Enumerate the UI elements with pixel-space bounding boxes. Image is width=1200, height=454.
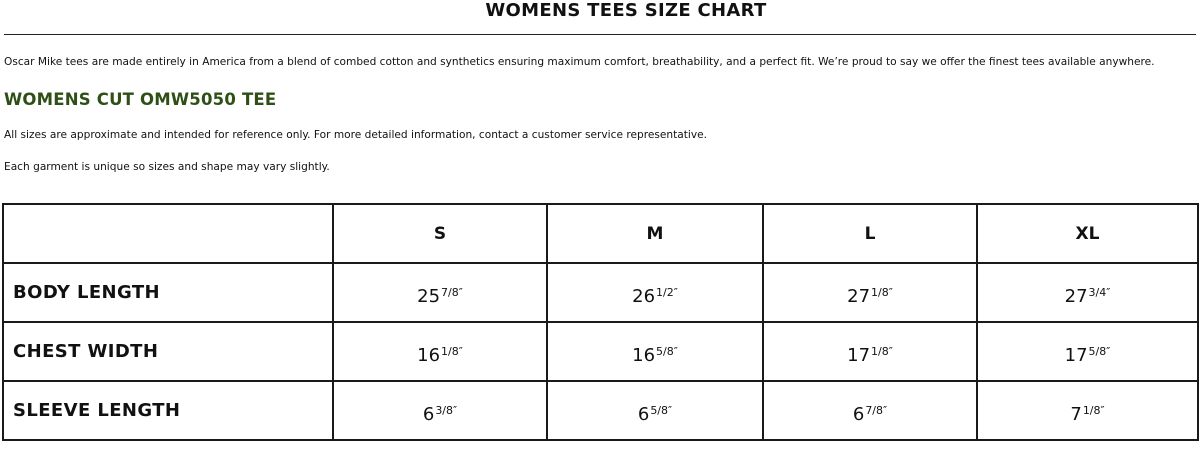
value-whole: 17	[847, 345, 871, 366]
value-fraction: 5/8″	[656, 345, 678, 358]
sleeve-length-l	[763, 381, 977, 440]
variation-note: Each garment is unique so sizes and shape may vary slightly.	[4, 161, 330, 173]
column-header-s: S	[333, 204, 547, 263]
value-whole: 17	[1064, 345, 1088, 366]
header-corner-cell	[3, 204, 333, 263]
value-whole: 25	[417, 286, 441, 307]
sleeve-length-m	[547, 381, 763, 440]
column-header-m: M	[547, 204, 763, 263]
body-length-s	[333, 263, 547, 322]
value-whole: 6	[422, 404, 435, 425]
sleeve-length-s	[333, 381, 547, 440]
page-title: WOMENS TEES SIZE CHART	[485, 0, 767, 21]
disclaimer-note: All sizes are approximate and intended for reference only. For more detailed information, contact a customer service representative.	[4, 129, 707, 141]
value-whole: 27	[1064, 286, 1088, 307]
chest-width-s	[333, 322, 547, 381]
value-fraction: 1/2″	[656, 286, 678, 299]
column-header-l: L	[763, 204, 977, 263]
body-length-l	[763, 263, 977, 322]
table-row-sleeve-length	[3, 381, 1198, 440]
value-whole: 16	[632, 345, 656, 366]
value-fraction: 5/8″	[650, 404, 673, 417]
value-fraction: 3/4″	[1088, 286, 1111, 299]
table-header-row	[3, 204, 1198, 263]
intro-paragraph: Oscar Mike tees are made entirely in America from a blend of combed cotton and synthetics ensuring maximum comfort, breathability, and a perfect fit. We’re proud to say we offer the finest tees available anywhere.	[4, 56, 1155, 68]
value-whole: 16	[417, 345, 441, 366]
row-label-body-length: BODY LENGTH	[3, 263, 333, 322]
value-fraction: 3/8″	[435, 404, 458, 417]
row-label-chest-width: CHEST WIDTH	[3, 322, 333, 381]
chest-width-l	[763, 322, 977, 381]
sleeve-length-xl	[977, 381, 1198, 440]
value-whole: 6	[852, 404, 865, 425]
value-fraction: 1/8″	[871, 286, 893, 299]
value-whole: 26	[632, 286, 656, 307]
chest-width-xl	[977, 322, 1198, 381]
value-whole: 6	[637, 404, 650, 425]
body-length-xl	[977, 263, 1198, 322]
product-heading: WOMENS CUT OMW5050 TEE	[4, 90, 277, 109]
value-fraction: 7/8″	[865, 404, 888, 417]
body-length-m	[547, 263, 763, 322]
value-fraction: 1/8″	[441, 345, 463, 358]
value-whole: 27	[847, 286, 871, 307]
table-row-chest-width	[3, 322, 1198, 381]
table-row-body-length	[3, 263, 1198, 322]
value-fraction: 1/8″	[871, 345, 893, 358]
value-fraction: 7/8″	[441, 286, 463, 299]
size-chart-table	[2, 203, 1199, 441]
value-fraction: 5/8″	[1088, 345, 1111, 358]
title-divider	[4, 34, 1196, 35]
value-whole: 7	[1070, 404, 1082, 425]
row-label-sleeve-length: SLEEVE LENGTH	[3, 381, 333, 440]
chest-width-m	[547, 322, 763, 381]
value-fraction: 1/8″	[1082, 404, 1105, 417]
column-header-xl: XL	[977, 204, 1198, 263]
